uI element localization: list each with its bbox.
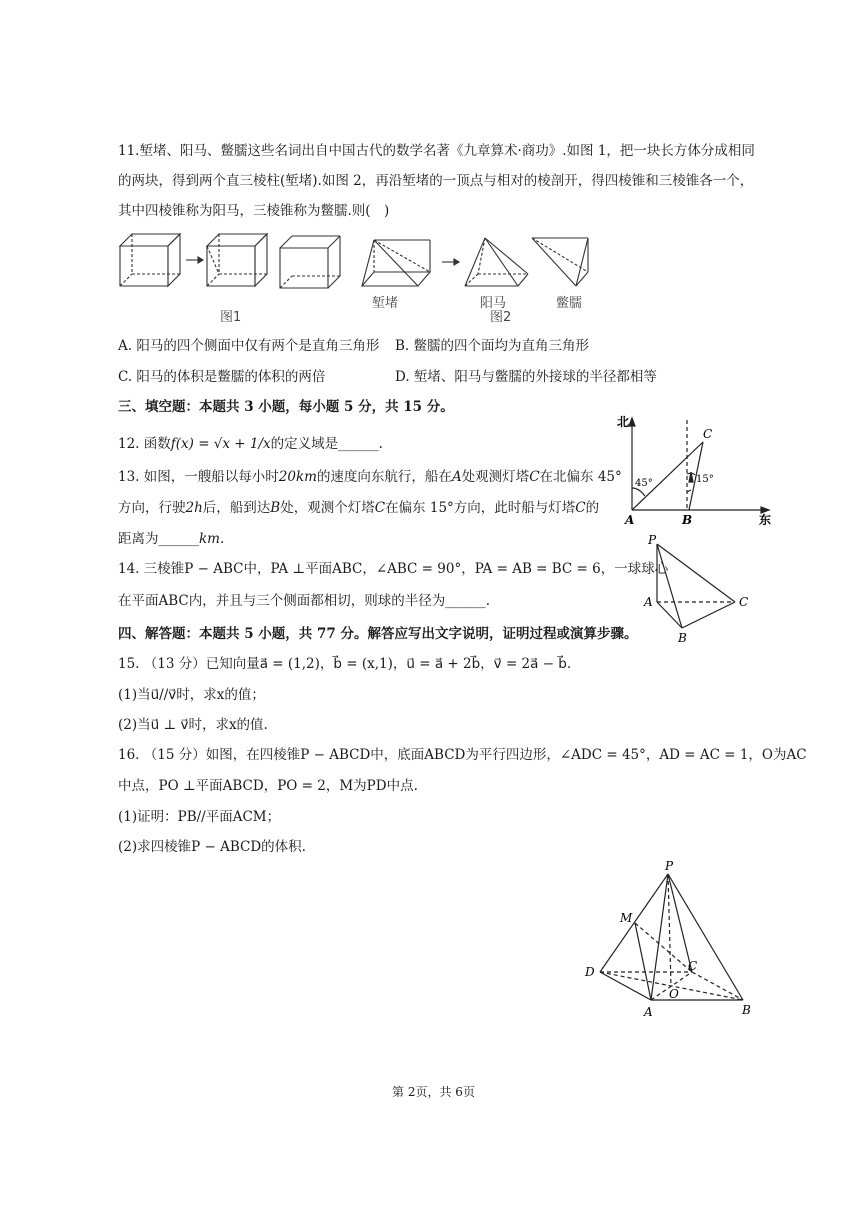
q13-angle-45: 45° xyxy=(635,478,653,489)
q13-line2 xyxy=(118,499,599,517)
q13-text: 处观测灯塔 xyxy=(461,469,530,485)
q16-point-c: C xyxy=(688,959,698,973)
q13-point-c: C xyxy=(703,427,713,441)
q13-east-label: 东 xyxy=(759,513,772,527)
q15-part2: (2)当u⃗ ⊥ v⃗时，求x的值. xyxy=(118,717,268,733)
fig1-label: 图1 xyxy=(220,310,242,325)
q12-line xyxy=(118,435,383,453)
q13-text: 的 xyxy=(585,500,600,516)
q13-text: 13. 如图，一艘船以每小时 xyxy=(118,469,279,485)
q11-line3: 其中四棱锥称为阳马，三棱锥称为鳖臑.则( ) xyxy=(118,203,390,219)
q13-line3 xyxy=(118,530,224,548)
q12-formula: f(x) = √x + 1/x xyxy=(170,436,271,452)
q16-line1: 16. （15 分）如图，在四棱锥P − ABCD中，底面ABCD为平行四边形，∠ADC = 45°，AD = AC = 1，O为AC xyxy=(118,747,807,763)
q16-part1: (1)证明：PB//平面ACM； xyxy=(118,809,281,825)
label-qiandu: 堑堵 xyxy=(372,296,399,311)
q13-text: 的速度向东航行，船在 xyxy=(316,469,452,485)
q13-math: C xyxy=(529,469,540,485)
section-4-heading: 四、解答题：本题共 5 小题，共 77 分。解答应写出文字说明，证明过程或演算步骤。 xyxy=(118,626,638,642)
q16-point-b: B xyxy=(742,1003,751,1017)
fig2-label: 图2 xyxy=(490,310,512,325)
q16-point-o: O xyxy=(669,987,679,1001)
q16-part2: (2)求四棱锥P − ABCD的体积. xyxy=(118,839,306,855)
q14-figure xyxy=(640,530,760,650)
q14-point-p: P xyxy=(648,533,657,547)
q13-math: C xyxy=(575,500,586,516)
q11-option-a: A. 阳马的四个侧面中仅有两个是直角三角形 xyxy=(118,338,380,354)
q15-line1: 15. （13 分）已知向量a⃗ = (1,2)，b⃗ = (x,1)，u⃗ = a⃗ + 2b⃗，v⃗ = 2a⃗ − b⃗. xyxy=(118,656,572,672)
q16-line2: 中点，PO ⊥平面ABCD，PO = 2，M为PD中点. xyxy=(118,778,418,794)
q16-figure xyxy=(580,860,760,1020)
q13-math: B xyxy=(270,500,281,516)
q11-option-b: B. 鳖臑的四个面均为直角三角形 xyxy=(395,338,590,354)
q13-math: C xyxy=(374,500,386,516)
q13-text: 方向，行驶 xyxy=(118,500,186,516)
q13-text: 距离为______ xyxy=(118,531,199,547)
q12-suffix: 的定义域是______. xyxy=(270,436,383,452)
q13-text: 处，观测个灯塔 xyxy=(280,500,375,516)
page-footer: 第 2页，共 6页 xyxy=(392,1085,475,1099)
q13-math: km xyxy=(199,531,220,547)
q12-prefix: 12. 函数 xyxy=(118,436,171,452)
q13-figure xyxy=(615,412,775,532)
q13-north-label: 北 xyxy=(617,415,630,429)
q14-point-b: B xyxy=(678,631,687,645)
q11-figure xyxy=(110,228,610,328)
q13-text: 后，船到达 xyxy=(202,500,271,516)
q14-point-c: C xyxy=(739,595,749,609)
q11-line1: 11.堑堵、阳马、鳖臑这些名词出自中国古代的数学名著《九章算术·商功》.如图 1，把一块长方体分成相同 xyxy=(118,143,755,159)
q14-point-a: A xyxy=(644,595,653,609)
label-yangma: 阳马 xyxy=(480,296,507,311)
q16-point-a: A xyxy=(644,1005,653,1019)
q13-text: 在北偏东 45° xyxy=(539,469,622,485)
q13-point-b: B xyxy=(682,513,693,527)
q16-point-d: D xyxy=(585,965,595,979)
q14-line1: 14. 三棱锥P − ABC中，PA ⊥平面ABC，∠ABC = 90°，PA = AB = BC = 6，一球球心 xyxy=(118,561,669,577)
label-bienao: 鳖臑 xyxy=(556,296,583,311)
q13-text: . xyxy=(219,531,225,547)
section-3-heading: 三、填空题：本题共 3 小题，每小题 5 分，共 15 分。 xyxy=(118,399,454,415)
q13-line1 xyxy=(118,468,622,486)
q13-math: 2h xyxy=(185,500,203,516)
q13-math: A xyxy=(451,469,462,485)
q13-angle-15: 15° xyxy=(696,474,714,485)
q13-point-a: A xyxy=(625,513,635,527)
q16-point-m: M xyxy=(620,911,633,925)
q15-part1: (1)当u⃗//v⃗时，求x的值； xyxy=(118,687,265,703)
q13-math: 20km xyxy=(278,469,317,485)
q13-text: 在偏东 15°方向，此时船与灯塔 xyxy=(385,500,576,516)
q11-option-d: D. 堑堵、阳马与鳖臑的外接球的半径都相等 xyxy=(395,369,657,385)
q11-option-c: C. 阳马的体积是鳖臑的体积的两倍 xyxy=(118,369,326,385)
q16-point-p: P xyxy=(665,859,674,873)
q11-line2: 的两块，得到两个直三棱柱(堑堵).如图 2，再沿堑堵的一顶点与相对的棱剖开，得四棱锥和三棱锥各一个， xyxy=(118,173,754,189)
q14-line2: 在平面ABC内，并且与三个侧面都相切，则球的半径为______. xyxy=(118,593,491,609)
